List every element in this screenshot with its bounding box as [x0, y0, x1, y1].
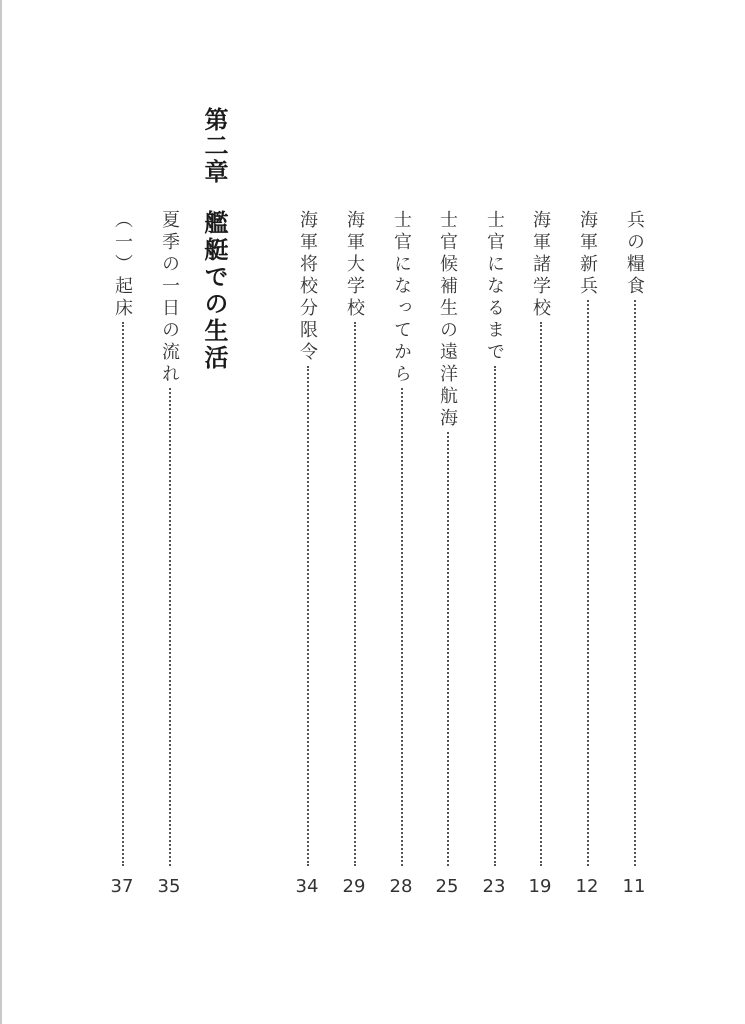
entry-title: 海軍諸学校: [530, 210, 551, 320]
page-edge-line: [0, 0, 2, 1024]
dot-leader: [540, 322, 542, 866]
page-number: 37: [110, 876, 134, 897]
page-number: 11: [622, 876, 646, 897]
page-number: 23: [482, 876, 506, 897]
page-number: 25: [435, 876, 459, 897]
entry-title: （一）起床: [112, 210, 133, 320]
page-number: 19: [528, 876, 552, 897]
dot-leader: [354, 322, 356, 866]
dot-leader: [122, 322, 124, 866]
page-number: 34: [295, 876, 319, 897]
page-number: 29: [342, 876, 366, 897]
chapter-title: 艦艇での生活: [200, 210, 228, 372]
dot-leader: [634, 300, 636, 866]
page-number: 28: [389, 876, 413, 897]
dot-leader: [447, 432, 449, 866]
dot-leader: [587, 300, 589, 866]
chapter-number: 第二章: [200, 107, 228, 185]
dot-leader: [494, 366, 496, 866]
entry-title: 士官候補生の遠洋航海: [437, 210, 458, 430]
entry-title: 海軍大学校: [344, 210, 365, 320]
entry-title: 海軍将校分限令: [297, 210, 318, 364]
dot-leader: [169, 388, 171, 866]
dot-leader: [401, 388, 403, 866]
dot-leader: [307, 366, 309, 866]
entry-title: 士官になってから: [391, 210, 412, 386]
page-number: 12: [575, 876, 599, 897]
entry-title: 兵の糧食: [624, 210, 645, 298]
page-number: 35: [157, 876, 181, 897]
entry-title: 夏季の一日の流れ: [159, 210, 180, 386]
entry-title: 士官になるまで: [484, 210, 505, 364]
entry-title: 海軍新兵: [577, 210, 598, 298]
